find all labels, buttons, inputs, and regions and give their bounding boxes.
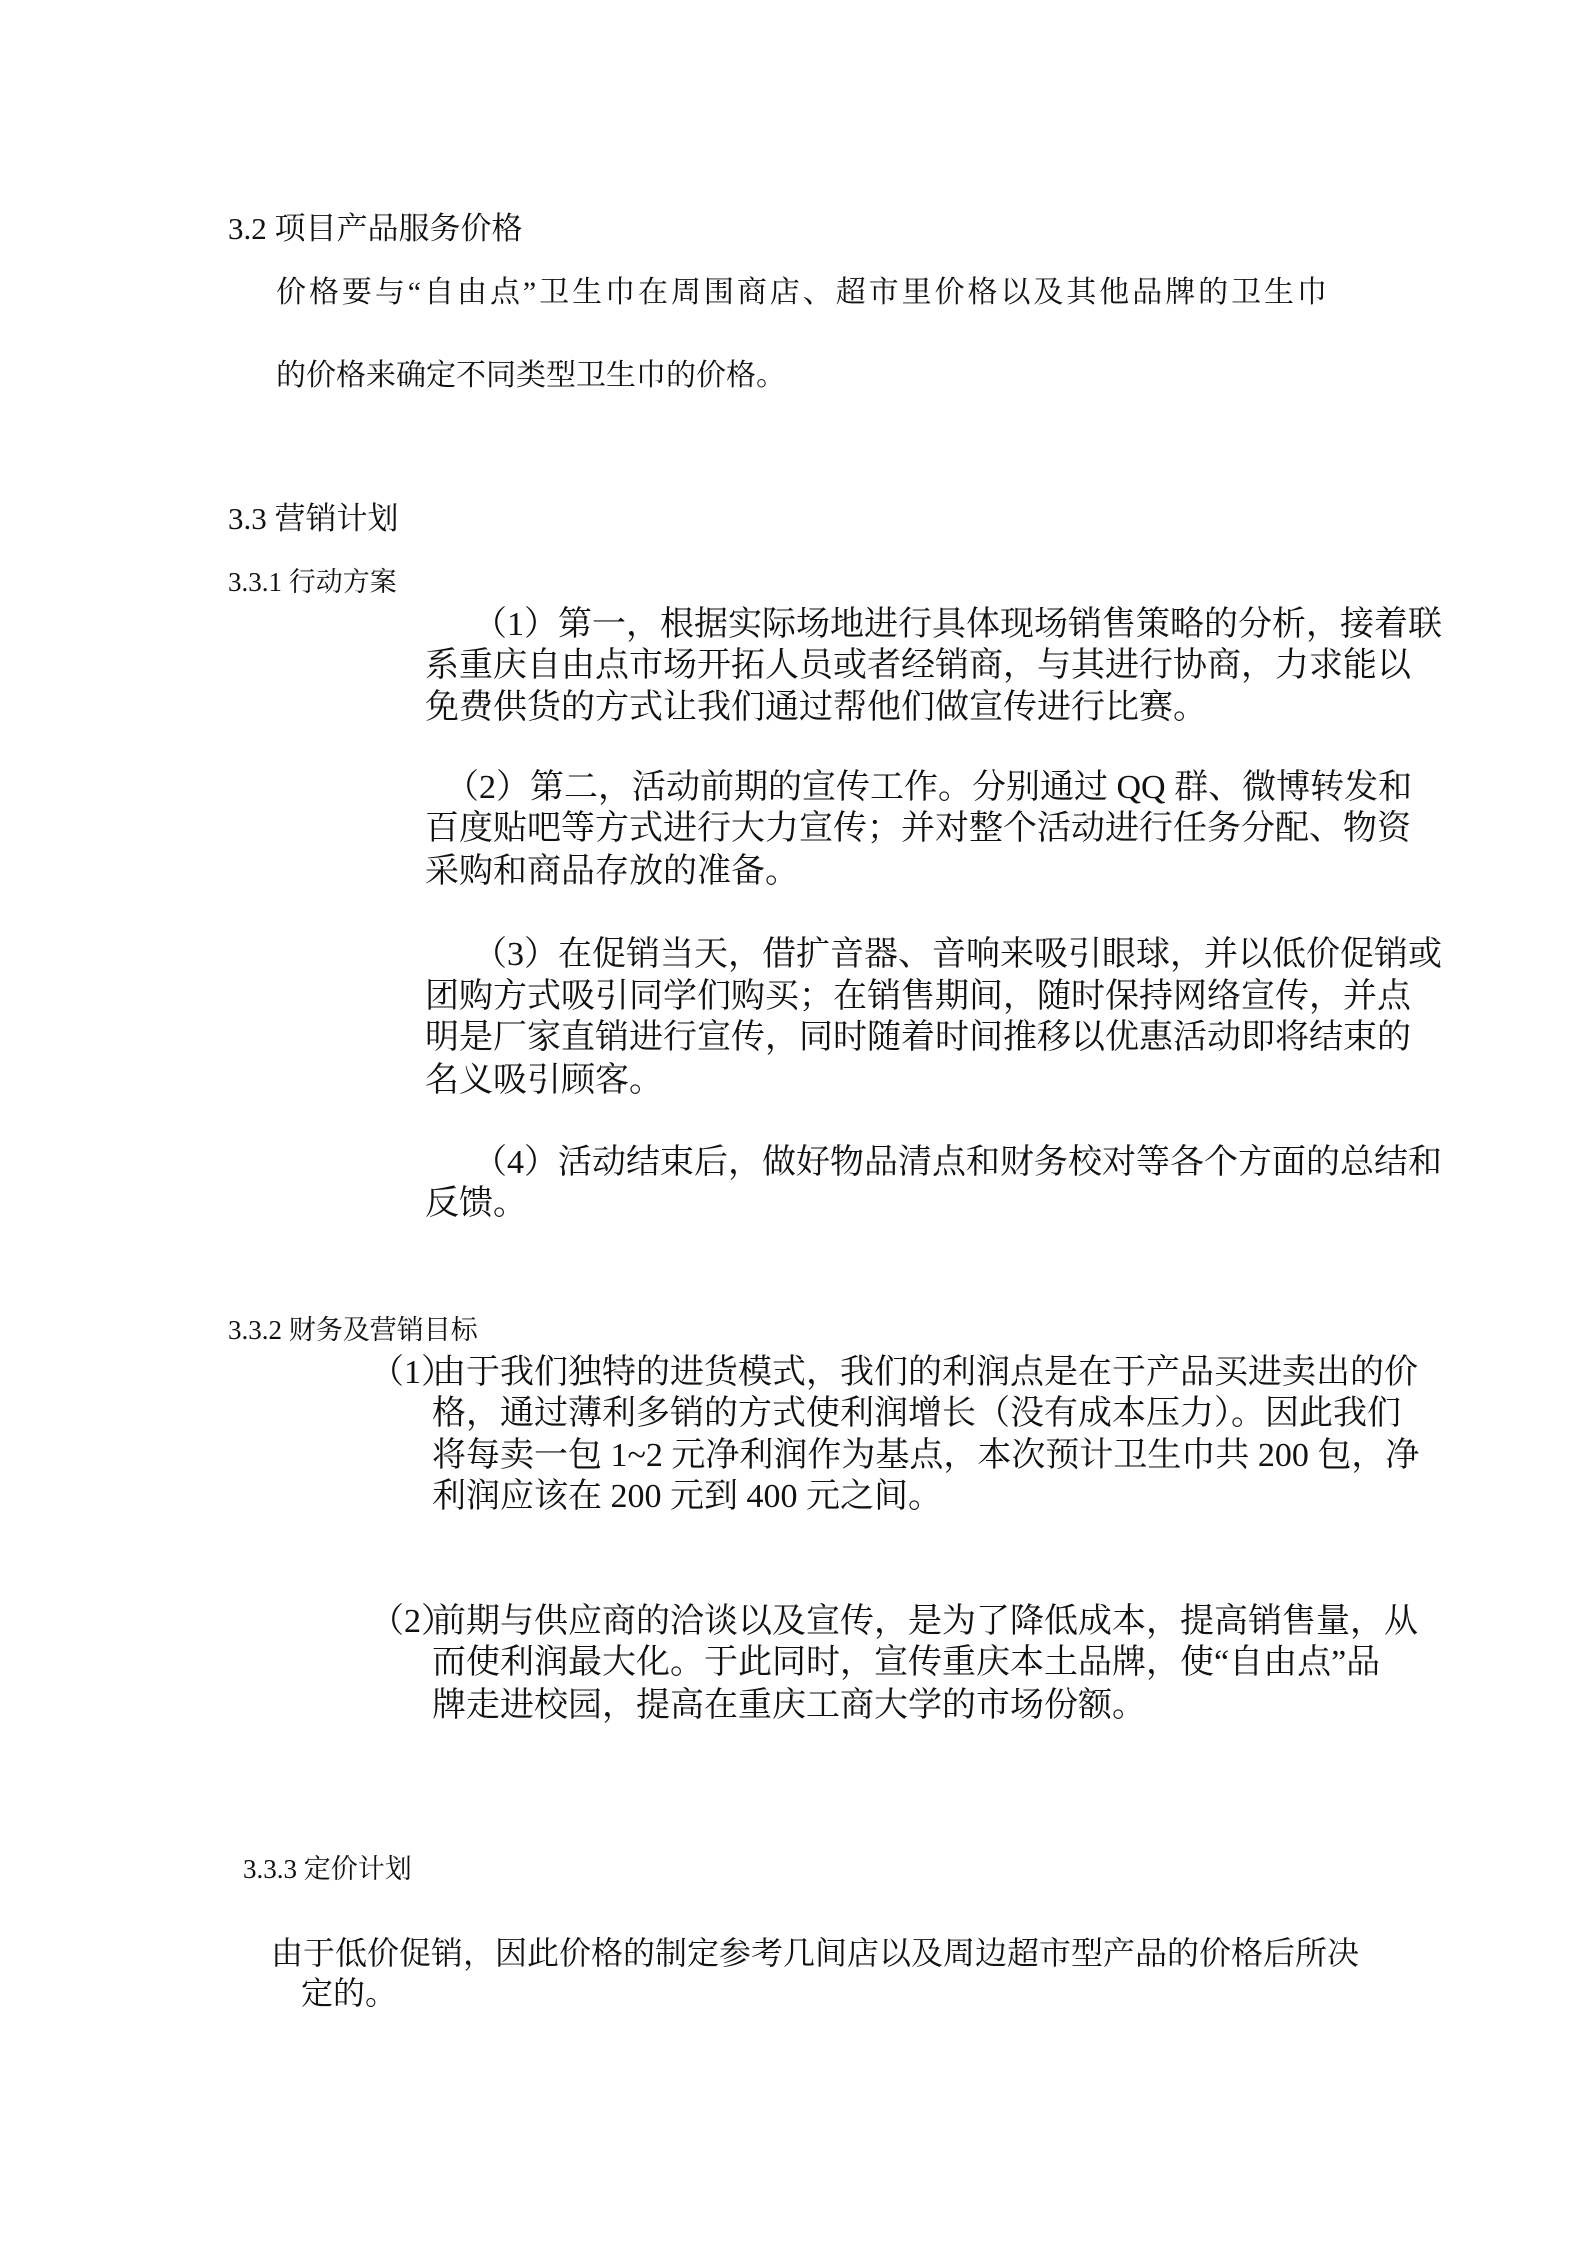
paragraph-line: 百度贴吧等方式进行大力宣传；并对整个活动进行任务分配、物资 <box>425 810 1411 847</box>
paragraph-line: 定的。 <box>301 1975 398 2011</box>
paragraph-line: （4）活动结束后，做好物品清点和财务校对等各个方面的总结和 <box>473 1144 1442 1181</box>
paragraph-line: 团购方式吸引同学们购买；在销售期间，随时保持网络宣传，并点 <box>425 978 1411 1015</box>
paragraph-line: 系重庆自由点市场开拓人员或者经销商，与其进行协商，力求能以 <box>425 647 1411 684</box>
paragraph-line: 价格要与“自由点”卫生巾在周围商店、超市里价格以及其他品牌的卫生巾 <box>276 276 1327 309</box>
paragraph-line: 而使利润最大化。于此同时，宣传重庆本土品牌，使“自由点”品 <box>432 1644 1381 1681</box>
paragraph-line: 由于我们独特的进货模式，我们的利润点是在于产品买进卖出的价 <box>432 1354 1418 1391</box>
section-3-3-1-heading: 3.3.1 行动方案 <box>228 567 397 597</box>
paragraph-line: 反馈。 <box>425 1185 527 1222</box>
paragraph-line: （3）在促销当天，借扩音器、音响来吸引眼球，并以低价促销或 <box>473 936 1442 973</box>
list-item-label: （2） <box>370 1603 455 1640</box>
section-3-3-2-heading: 3.3.2 财务及营销目标 <box>228 1315 478 1345</box>
paragraph-line: 免费供货的方式让我们通过帮他们做宣传进行比赛。 <box>425 689 1207 726</box>
paragraph-line: 由于低价促销，因此价格的制定参考几间店以及周边超市型产品的价格后所决 <box>271 1935 1360 1971</box>
paragraph-line: 明是厂家直销进行宣传，同时随着时间推移以优惠活动即将结束的 <box>425 1019 1411 1056</box>
paragraph-line: 格，通过薄利多销的方式使利润增长（没有成本压力）。因此我们 <box>432 1395 1401 1432</box>
paragraph-line: 利润应该在 200 元到 400 元之间。 <box>432 1478 942 1515</box>
section-3-3-3-heading: 3.3.3 定价计划 <box>243 1854 412 1884</box>
section-3-2-heading: 3.2 项目产品服务价格 <box>228 211 523 246</box>
list-item-label: （1） <box>370 1354 455 1391</box>
section-3-3-heading: 3.3 营销计划 <box>228 501 399 536</box>
paragraph-line: 的价格来确定不同类型卫生巾的价格。 <box>276 359 786 392</box>
paragraph-line: （1）第一，根据实际场地进行具体现场销售策略的分析，接着联 <box>473 606 1442 643</box>
paragraph-line: 牌走进校园，提高在重庆工商大学的市场份额。 <box>432 1687 1146 1724</box>
paragraph-line: 采购和商品存放的准备。 <box>425 853 799 890</box>
paragraph-line: 将每卖一包 1~2 元净利润作为基点，本次预计卫生巾共 200 包，净 <box>432 1437 1420 1474</box>
paragraph-line: 前期与供应商的洽谈以及宣传，是为了降低成本，提高销售量，从 <box>432 1603 1418 1640</box>
paragraph-line: 名义吸引顾客。 <box>425 1062 663 1099</box>
paragraph-line: （2）第二，活动前期的宣传工作。分别通过 QQ 群、微博转发和 <box>445 769 1413 806</box>
